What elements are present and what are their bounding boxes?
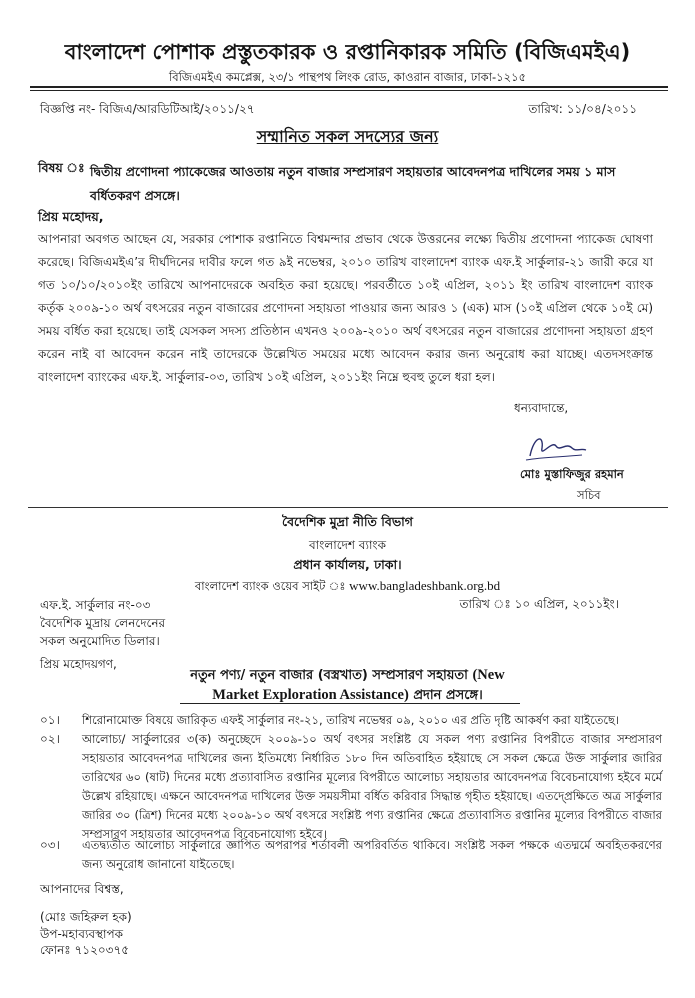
paragraph-text: এতদ্ব্যতীত আলোচ্য সার্কুলারে জ্ঞাপিত অপরাপর শর্তাবলী অপরিবর্তিত থাকিবে। সংশ্লিষ্ট সকল পক্ষকে এতদ্মর্মে অবহিতকরণের জন্য অনুরোধ জানানো যাইতেছে। <box>82 838 662 871</box>
officer-title: উপ-মহাব্যবস্থাপক <box>40 927 124 941</box>
circular-bank: বাংলাদেশ ব্যাংক <box>309 538 386 552</box>
circular-head-office: প্রধান কার্যালয়, ঢাকা। <box>293 557 402 572</box>
circular-date: তারিখ ঃ ১০ এপ্রিল, ২০১১ইং। <box>459 597 619 611</box>
notice-date: তারিখ: ১১/০৪/২০১১ <box>528 102 637 116</box>
website-label: বাংলাদেশ ব্যাংক ওয়েব সাইট ঃ <box>194 579 346 593</box>
salutation: প্রিয় মহোদয়, <box>38 209 104 224</box>
title-english-open: (New <box>472 667 505 683</box>
paragraph-number: ০২। <box>40 732 60 746</box>
org-address: বিজিএমইএ কমপ্লেক্স, ২৩/১ পান্থপথ লিংক রোড, কাওরান বাজার, ঢাকা-১২১৫ <box>168 70 527 84</box>
signatory-name: মোঃ মুস্তাফিজুর রহমান <box>520 467 624 481</box>
header-rule-thin <box>30 90 668 91</box>
title-english-rest: Market Exploration Assistance) <box>212 687 409 703</box>
title-bengali: নতুন পণ্য/ নতুন বাজার (বস্ত্রখাত) সম্প্রসারণ সহায়তা <box>190 668 468 683</box>
website-url: www.bangladeshbank.org.bd <box>349 578 501 593</box>
circular-greeting: প্রিয় মহোদয়গণ, <box>40 657 117 671</box>
signatory-title: সচিব <box>577 488 601 502</box>
notice-body: আপনারা অবগত আছেন যে, সরকার পোশাক রপ্তানিতে বিশ্বমন্দার প্রভাব থেকে উত্তরনের লক্ষ্যে দ্বিতীয় প্রণোদনা প্যাকেজ ঘোষণা করেছে। বিজিএমইএ’র দীর্ঘদিনের দাবীর ফলে গত ৯ই নভেম্বর, ২০১০ তারিখ বাংলাদেশ ব্যাংক এফ.ই সার্কুলার-২১ জারী করে যা গত ১০/১০/২০১০ইং তারিখে আপনাদেরকে অবহিত করা হয়েছে। পরবর্তীতে ১০ই এপ্রিল, ২০১১ ইং তারিখ বাংলাদেশ ব্যাংক কর্তৃক ২০০৯-১০ অর্থ বৎসরের নতুন বাজারের প্রণোদনা সহায়তা পাওয়ার জন্য আরও ১ (এক) মাস (১০ই এপ্রিল থেকে ১০ই মে) সময় বর্ধিত করা হয়েছে। তাই যেসকল সদস্য প্রতিষ্ঠান এখনও ২০০৯-২০১০ অর্থ বৎসরের নতুন বাজারের প্রণোদনা সহায়তা গ্রহণ করেন নাই বা আবেদন করেন নাই তাদেরকে উল্লেখিত সময়ের মধ্যে আবেদন করার জন্য অনুরোধ করা যাচ্ছে। এতদসংক্রান্ত বাংলাদেশ ব্যাংকের এফ.ই. সার্কুলার-০৩, তারিখ ১০ই এপ্রিল, ২০১১ইং নিম্নে হুবহু তুলে ধরা হল। <box>38 232 653 384</box>
paragraph-text: আলোচ্য/ সার্কুলারের ৩(ক) অনুচ্ছেদে ২০০৯-১০ অর্থ বৎসর সংশ্লিষ্ট যে সকল পণ্য রপ্তানির বিপরীতে বাজার সম্প্রসারণ সহায়তার আবেদনপত্র দাখিলের জন্য ইতিমধ্যে নির্ধারিত ১৮০ দিন অতিবাহিত হইয়াছে সে সকল ক্ষেত্রে উক্ত সার্কুলার জারির তারিখের ৬০ (ষাট) দিনের মধ্যে প্রত্যাবাসিত রপ্তানির মূল্যের বিপরীতে আলোচ্য সহায়তার আবেদনপত্র বিবেচনাযোগ্য হইবে মর্মে উল্লেখ রহিয়াছে। এক্ষনে আবেদনপত্র দাখিলের উক্ত সময়সীমা বর্ধিত করিবার সিদ্ধান্ত গৃহীত হইয়াছে। এতদ্প্রেক্ষিতে অত্র সার্কুলার জারির ৩০ (ত্রিশ) দিনের মধ্যে ২০০৯-১০ অর্থ বৎসরে সংশ্লিষ্ট পণ্য রপ্তানির ক্ষেত্রে প্রত্যাবাসিত রপ্তানির মূল্যের বিপরীতে বাজার সম্প্রসারণ সহায়তার আবেদনপত্র বিবেচনাযোগ্য হইবে। <box>82 732 662 841</box>
header-rule <box>30 86 668 88</box>
handwritten-signature <box>522 430 592 466</box>
addressee-line-1: বৈদেশিক মুদ্রায় লেনদেনের <box>40 616 166 630</box>
title-suffix: প্রদান প্রসঙ্গে। <box>413 688 483 703</box>
officer-phone: ফোনঃ ৭১২০৩৭৫ <box>40 943 130 957</box>
circular-department: বৈদেশিক মুদ্রা নীতি বিভাগ <box>282 514 413 529</box>
org-name: বাংলাদেশ পোশাক প্রস্তুতকারক ও রপ্তানিকারক সমিতি (বিজিএমইএ) <box>64 40 631 64</box>
subject-label: বিষয় ঃ <box>38 160 85 175</box>
notice-audience: সম্মানিত সকল সদস্যের জন্য <box>256 127 439 146</box>
paragraph-text: শিরোনামোক্ত বিষয়ে জারিকৃত এফই সার্কুলার নং-২১, তারিখ নভেম্বর ০৯, ২০১০ এর প্রতি দৃষ্টি আকর্ষণ করা যাইতেছে। <box>82 713 620 727</box>
officer-name: (মোঃ জহিরুল হক) <box>40 910 132 924</box>
circular-website <box>0 578 695 597</box>
notice-number: বিজ্ঞপ্তি নং- বিজিএ/আরডিটিআই/২০১১/২৭ <box>40 102 255 116</box>
circular-number: এফ.ই. সার্কুলার নং-০৩ <box>40 598 151 612</box>
paragraph-number: ০১। <box>40 713 60 727</box>
title-underline <box>180 703 520 704</box>
addressee-line-2: সকল অনুমোদিত ডিলার। <box>40 634 160 648</box>
closing: ধন্যবাদান্তে, <box>514 401 569 415</box>
section-divider <box>28 507 668 508</box>
circular-title-line-1 <box>0 666 695 687</box>
closing-yours: আপনাদের বিশ্বস্ত, <box>40 882 124 896</box>
paragraph-number: ০৩। <box>40 838 60 852</box>
subject-text: দ্বিতীয় প্রণোদনা প্যাকেজের আওতায় নতুন বাজার সম্প্রসারণ সহায়তার আবেদনপত্র দাখিলের সময় ১ মাস বর্ধিতকরণ প্রসঙ্গে। <box>90 164 616 203</box>
